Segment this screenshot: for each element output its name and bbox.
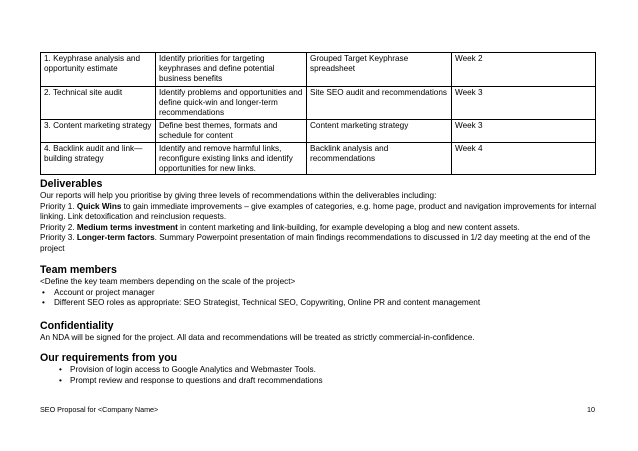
medium-terms-label: Medium terms investment xyxy=(76,222,178,232)
table-cell: 2. Technical site audit xyxy=(41,87,156,120)
priority-3-text: Priority 3. Longer-term factors. Summary Powerpoint presentation of main findings recommendations to discussed in 1/2 day meeting at the end of the project xyxy=(40,233,591,253)
table-row xyxy=(41,119,596,142)
table-cell: 3. Content marketing strategy xyxy=(41,119,156,142)
priority-1-text: Priority 1. Quick Wins to gain immediate improvements – give examples of categories, e.g. home page, product and navigation improvements for internal linking. Link detoxification and reinclusion requests. xyxy=(40,201,597,222)
project-plan-table xyxy=(40,52,596,175)
requirements-section xyxy=(40,352,600,386)
requirements-list xyxy=(40,365,600,386)
table-row xyxy=(41,53,596,87)
team-heading: Team members xyxy=(40,264,117,276)
deliverables-section xyxy=(40,178,600,255)
table-cell: Week 4 xyxy=(452,142,596,175)
table-cell: Identify problems and opportunities and define quick-win and longer-term recommendations xyxy=(156,87,307,120)
table-cell: 4. Backlink audit and link—building strategy xyxy=(41,142,156,175)
confidentiality-text: An NDA will be signed for the project. All data and recommendations will be treated as strictly commercial-in-confidence. xyxy=(40,333,475,342)
table-cell: Identify priorities for targeting keyphrases and define potential business benefits xyxy=(156,53,307,87)
table-cell: Backlink analysis and recommendations xyxy=(307,142,452,175)
longer-term-label: Longer-term factors xyxy=(76,233,155,243)
list-item: • Provision of login access to Google Analytics and Webmaster Tools. xyxy=(40,365,600,376)
table-cell: Identify and remove harmful links, reconfigure existing links and identify opportunities for new links. xyxy=(156,142,307,175)
confidentiality-section xyxy=(40,320,600,344)
deliverables-heading: Deliverables xyxy=(40,178,103,190)
team-section xyxy=(40,264,600,309)
table-cell: Grouped Target Keyphrase spreadsheet xyxy=(307,53,452,87)
table-cell: Week 3 xyxy=(452,119,596,142)
page-number: 10 xyxy=(587,405,595,414)
table-cell: Week 3 xyxy=(452,87,596,120)
table-cell: Week 2 xyxy=(452,53,596,87)
table-cell: Define best themes, formats and schedule for content xyxy=(156,119,307,142)
table-cell: Content marketing strategy xyxy=(307,119,452,142)
team-list xyxy=(40,288,600,309)
list-item: • Different SEO roles as appropriate: SEO Strategist, Technical SEO, Copywriting, Online PR and content management xyxy=(40,298,600,309)
deliverables-intro: Our reports will help you prioritise by giving three levels of recommendations within the deliverables including: xyxy=(40,191,437,200)
team-intro: <Define the key team members depending on the scale of the project> xyxy=(40,277,296,286)
table-cell: 1. Keyphrase analysis and opportunity estimate xyxy=(41,53,156,87)
confidentiality-heading: Confidentiality xyxy=(40,320,114,332)
quick-wins-label: Quick Wins xyxy=(76,201,122,211)
table-cell: Site SEO audit and recommendations xyxy=(307,87,452,120)
page-footer xyxy=(40,405,595,414)
table-row xyxy=(41,87,596,120)
footer-title: SEO Proposal for <Company Name> xyxy=(40,405,159,414)
requirements-heading: Our requirements from you xyxy=(40,352,178,364)
list-item: • Prompt review and response to questions and draft recommendations xyxy=(40,376,600,387)
priority-2-text: Priority 2. Medium terms investment in content marketing and link-building, for example developing a blog and new content assets. xyxy=(40,222,520,232)
table-row xyxy=(41,142,596,175)
list-item: • Account or project manager xyxy=(40,288,600,299)
